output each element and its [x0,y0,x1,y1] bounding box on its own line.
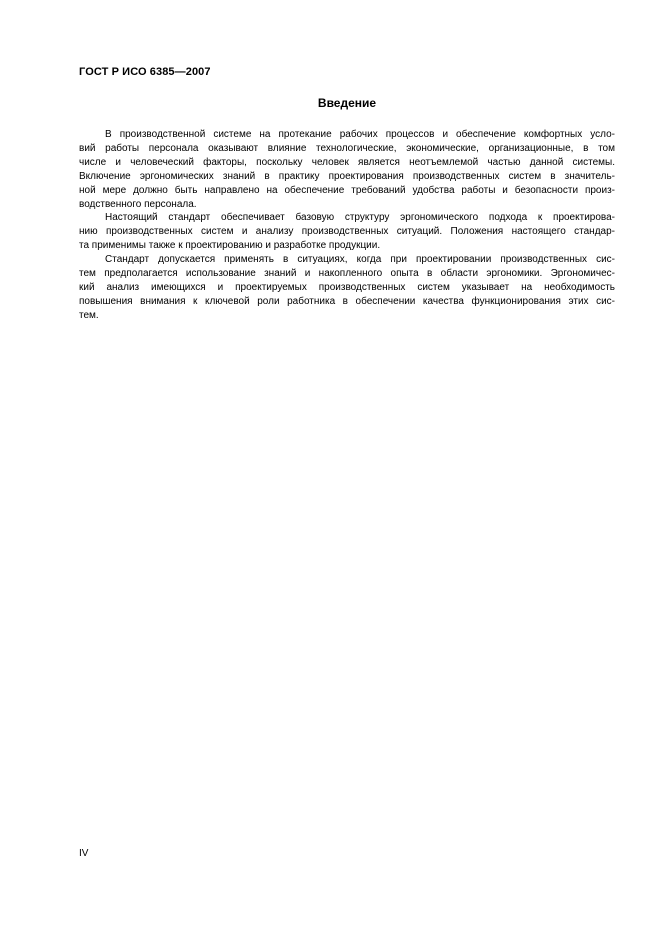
text-line: Включение эргономических знаний в практику проектирования производственных систем в значитель- [79,170,615,182]
text-line: водственного персонала. [79,198,197,210]
section-title: Введение [317,96,377,110]
text-line: тем предполагается использование знаний и накопленного опыта в области эргономики. Эргономичес- [79,268,615,280]
text-line: тем. [79,309,99,321]
text-line: Стандарт допускается применять в ситуациях, когда при проектировании производственных сис- [105,254,615,266]
text-line: Настоящий стандарт обеспечивает базовую структуру эргономического подхода к проектирова- [105,212,615,224]
text-line: повышения внимания к ключевой роли работника в обеспечении качества функционирования этих сис- [79,295,615,307]
text-line: В производственной системе на протекание рабочих процессов и обеспечение комфортных усло- [105,129,615,140]
paragraph-3 [79,253,615,323]
body-text [79,128,615,323]
text-line: кий анализ имеющихся и проектируемых производственных систем указывает на необходимость [79,281,615,293]
text-line: числе и человеческий факторы, поскольку человек является неотъемлемой частью данной системы. [79,156,615,168]
text-line: та применимы также к проектированию и разработке продукции. [79,240,381,252]
document-header: ГОСТ Р ИСО 6385—2007 [79,66,211,78]
paragraph-1 [79,128,615,211]
text-line: нию производственных систем и анализу производственных ситуаций. Положения настоящего стандар- [79,226,615,238]
paragraph-2 [79,211,615,253]
text-line: ной мере должно быть направлено на обеспечение требований удобства работы и безопасности произ- [79,184,615,196]
text-line: вий работы персонала оказывают влияние технологические, экономические, организационные, в том [79,142,615,154]
page-number: IV [79,848,89,859]
